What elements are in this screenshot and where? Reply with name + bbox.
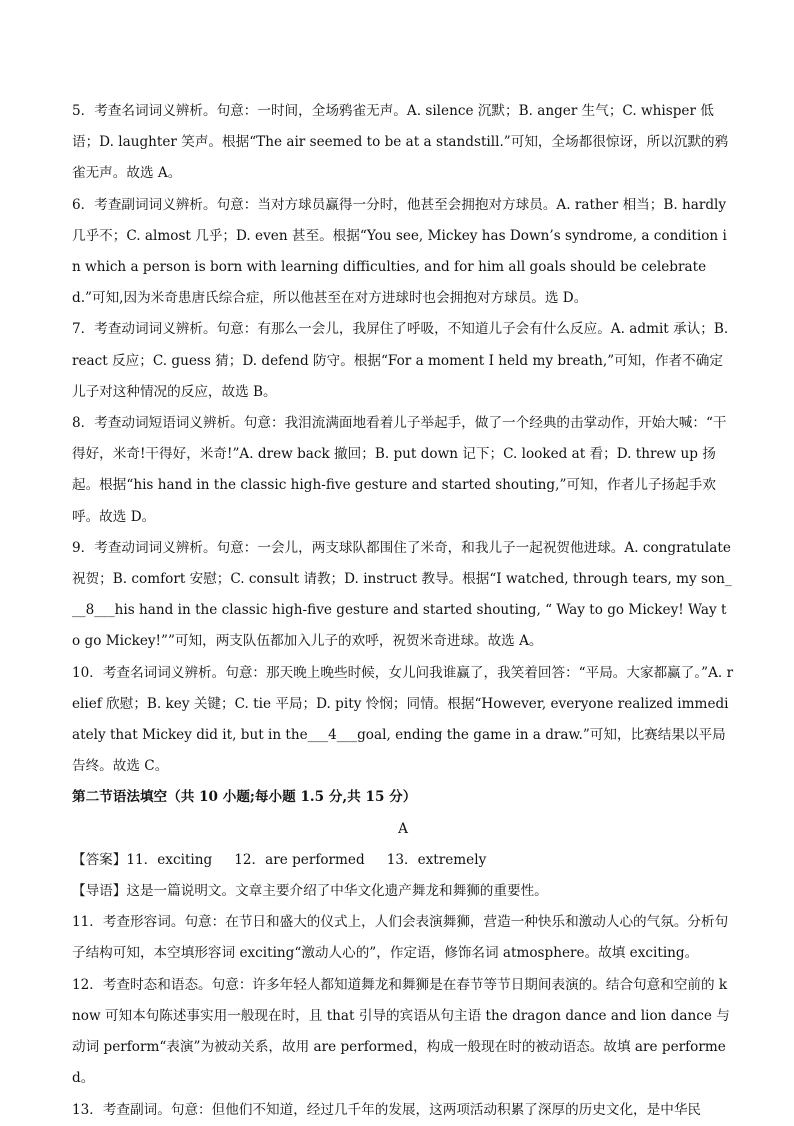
item-q7: 7．考查动词词义辨析。句意：有那么一会儿，我屏住了呼吸，不知道儿子会有什么反应。A. admit 承认；B. react 反应；C. guess 猜；D. defend 防守。根据“For a moment I held my breath,”可知，作者不确定儿子对这种情况的反应，故选 B。 — [72, 321, 729, 400]
guide-text: 【导语】这是一篇说明文。文章主要介绍了中华文化遗产舞龙和舞狮的重要性。 — [72, 883, 548, 900]
answer-13: 13．extremely — [386, 851, 487, 868]
document-page — [72, 96, 734, 1126]
item-q10: 10．考查名词词义辨析。句意：那天晚上晚些时候，女儿问我谁赢了，我笑着回答：“平局。大家都赢了。”A. relief 欣慰；B. key 关键；C. tie 平局；D. pity 怜悯；同情。根据“However, everyone realized immediately that Mickey did it, but in the___4___goal, ending the game in a draw.”可知，比赛结果以平局告终。故选 C。 — [72, 664, 734, 775]
item-q8: 8．考查动词短语词义辨析。句意：我泪流满面地看着儿子举起手，做了一个经典的击掌动作，开始大喊：“干得好，米奇!干得好，米奇!”A. drew back 撤回；B. put down 记下；C. looked at 看；D. threw up 扬起。根据“his hand in the classic high-five gesture and started shouting,”可知，作者儿子扬起手欢呼。故选 D。 — [72, 415, 727, 525]
answer-label: 【答案】 — [72, 851, 127, 868]
answer-12: 12．are performed — [234, 851, 365, 868]
item-q11: 11．考查形容词。句意：在节日和盛大的仪式上，人们会表演舞狮，营造一种快乐和激动人心的气氛。分析句子结构可知，本空填形容词 exciting“激动人心的”，作定语，修饰名词 atmosphere。故填 exciting。 — [72, 914, 729, 962]
item-q9: 9．考查动词词义辨析。句意：一会儿，两支球队都围住了米奇，和我儿子一起祝贺他进球。A. congratulate 祝贺；B. comfort 安慰；C. consult 请教；D. instruct 教导。根据“I watched, through tears, my son___8___his hand in the classic high-five gesture and started shouting, “ Way to go Mickey! Way to go Mickey!””可知，两支队伍都加入儿子的欢呼，祝贺米奇进球。故选 A。 — [72, 539, 732, 650]
item-q6: 6．考查副词词义辨析。句意：当对方球员赢得一分时，他甚至会拥抱对方球员。A. rather 相当；B. hardly 几乎不；C. almost 几乎；D. even 甚至。根据“You see, Mickey has Down’s syndrome, a condition in which a person is born with learning difficulties, and for him all goals should be celebrated.”可知,因为米奇患唐氏综合症，所以他甚至在对方进球时也会拥抱对方球员。选 D。 — [72, 196, 727, 307]
section-title: 第二节语法填空（共 10 小题;每小题 1.5 分,共 15 分） — [72, 789, 417, 806]
item-q12: 12．考查时态和语态。句意：许多年轻人都知道舞龙和舞狮是在春节等节日期间表演的。结合句意和空前的 know 可知本句陈述事实用一般现在时，且 that 引导的宾语从句主语 the dragon dance and lion dance 与动词 perform“表演”为被动关系，故用 are performed，构成一般现在时的被动语态。故填 are performed。 — [72, 976, 730, 1087]
item-q5: 5．考查名词词义辨析。句意：一时间，全场鸦雀无声。A. silence 沉默；B. anger 生气；C. whisper 低语；D. laughter 笑声。根据“The air seemed to be at a standstill.”可知，全场都很惊讶，所以沉默的鸦雀无声。故选 A。 — [72, 103, 729, 182]
section-letter: A — [398, 820, 408, 837]
answer-11: 11．exciting — [126, 851, 213, 868]
item-q13: 13．考查副词。句意：但他们不知道，经过几千年的发展，这两项活动积累了深厚的历史文化，是中华民 — [72, 1101, 702, 1118]
answer-line — [72, 845, 734, 876]
